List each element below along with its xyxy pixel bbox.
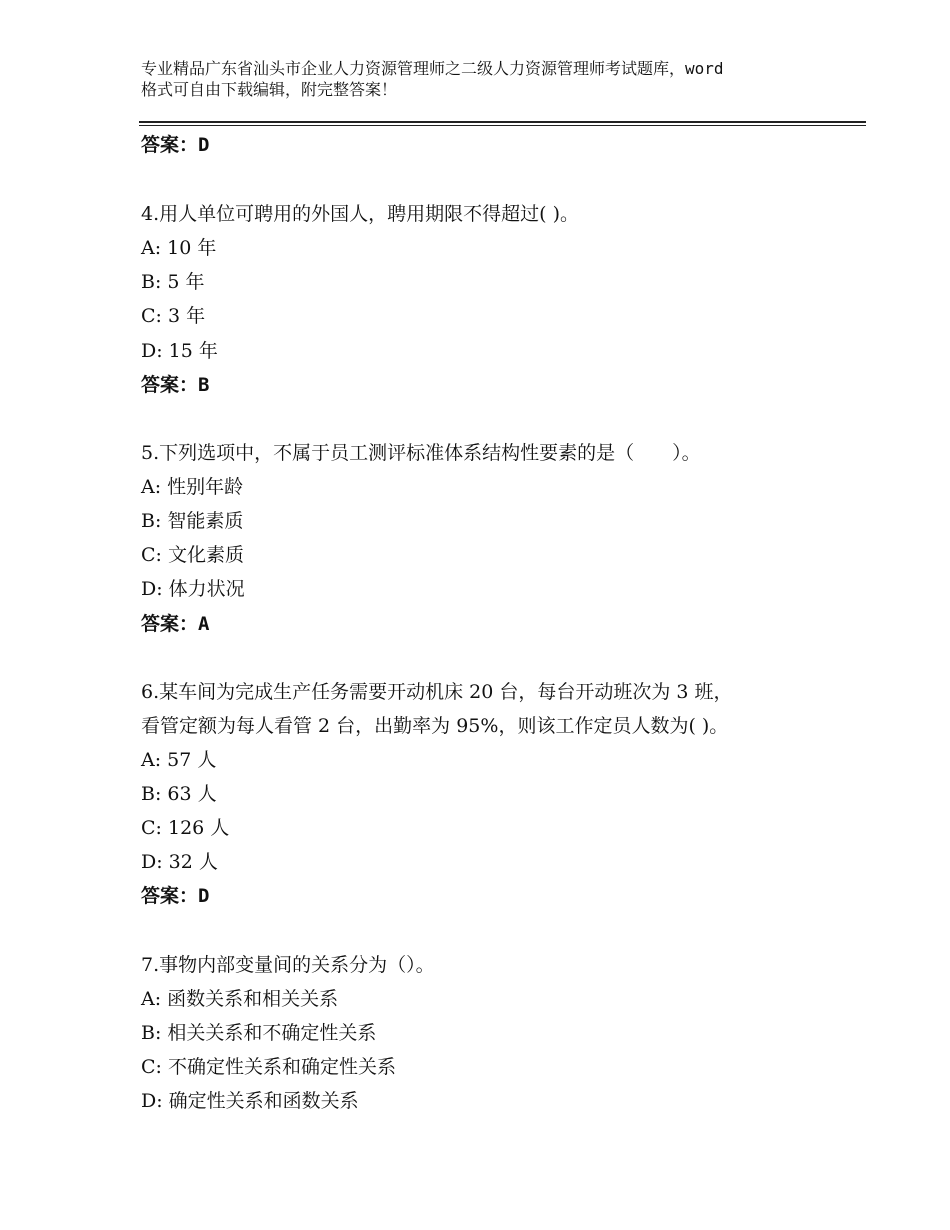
question-6-option-c: C: 126 人 bbox=[141, 817, 230, 839]
question-4-option-c: C: 3 年 bbox=[141, 305, 206, 327]
question-6-option-d: D: 32 人 bbox=[141, 851, 218, 873]
question-7-stem: 7.事物内部变量间的关系分为（）。 bbox=[141, 954, 435, 976]
question-5-option-c: C: 文化素质 bbox=[141, 544, 244, 566]
question-4-option-d: D: 15 年 bbox=[141, 340, 218, 362]
header-rule-thin bbox=[139, 125, 866, 126]
page-header bbox=[141, 58, 831, 100]
question-7-option-d: D: 确定性关系和函数关系 bbox=[141, 1090, 359, 1112]
question-4-stem: 4.用人单位可聘用的外国人，聘用期限不得超过( )。 bbox=[141, 203, 579, 225]
header-rule-thick bbox=[139, 121, 866, 123]
question-6-option-b: B: 63 人 bbox=[141, 783, 217, 805]
question-4-option-a: A: 10 年 bbox=[141, 237, 217, 259]
question-4-option-b: B: 5 年 bbox=[141, 271, 205, 293]
question-5-option-d: D: 体力状况 bbox=[141, 578, 245, 600]
answer-q5: 答案：A bbox=[141, 613, 210, 635]
question-5-option-b: B: 智能素质 bbox=[141, 510, 244, 532]
question-6-stem-line-2: 看管定额为每人看管 2 台，出勤率为 95%，则该工作定员人数为( )。 bbox=[141, 715, 729, 737]
header-line-2: 格式可自由下载编辑，附完整答案！ bbox=[141, 80, 398, 99]
question-6-stem-line-1: 6.某车间为完成生产任务需要开动机床 20 台，每台开动班次为 3 班， bbox=[141, 681, 733, 703]
question-7-option-c: C: 不确定性关系和确定性关系 bbox=[141, 1056, 396, 1078]
question-7-option-b: B: 相关关系和不确定性关系 bbox=[141, 1022, 377, 1044]
header-line-1: 专业精品广东省汕头市企业人力资源管理师之二级人力资源管理师考试题库，word bbox=[141, 59, 724, 78]
answer-q4: 答案：B bbox=[141, 374, 210, 396]
answer-q3: 答案：D bbox=[141, 134, 210, 156]
answer-q6: 答案：D bbox=[141, 885, 210, 907]
question-6-option-a: A: 57 人 bbox=[141, 749, 217, 771]
question-5-stem: 5.下列选项中，不属于员工测评标准体系结构性要素的是（ ）。 bbox=[141, 442, 701, 464]
question-5-option-a: A: 性别年龄 bbox=[141, 476, 244, 498]
question-7-option-a: A: 函数关系和相关关系 bbox=[141, 988, 339, 1010]
